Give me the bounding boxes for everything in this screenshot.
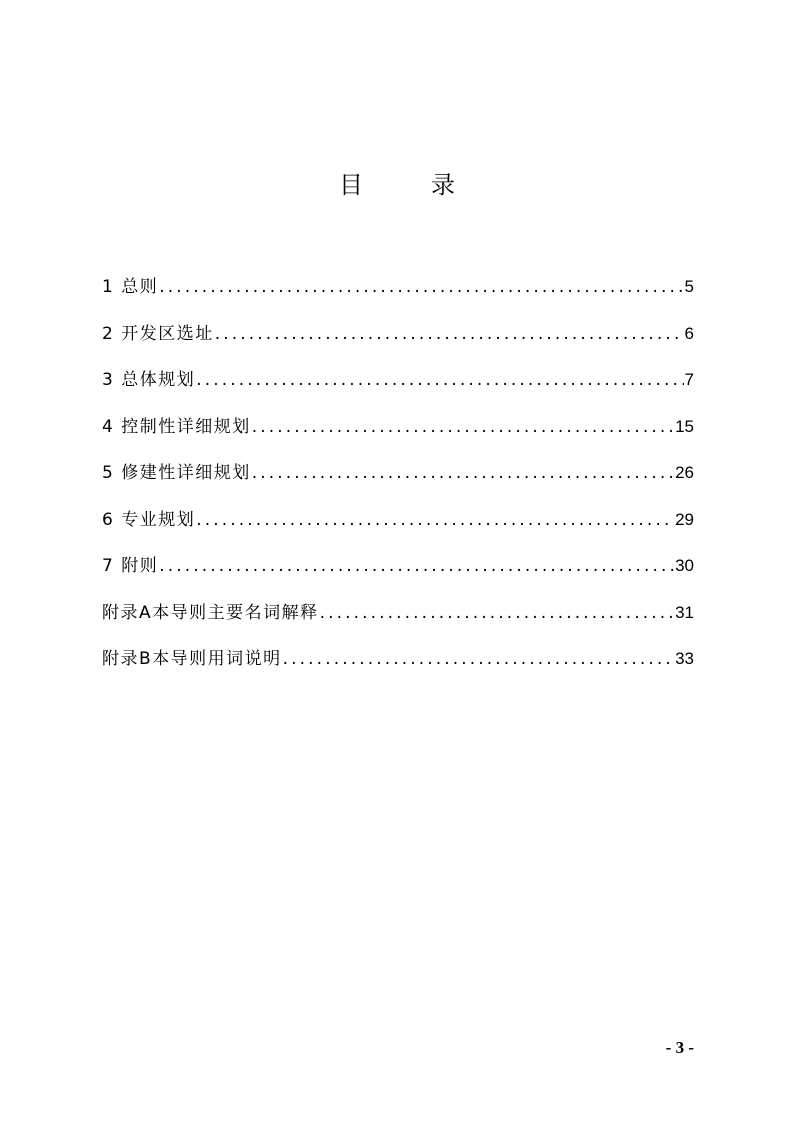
footer-page-number: - 3 -	[665, 1038, 694, 1057]
toc-entry[interactable]	[102, 505, 694, 552]
title-char-2: 录	[431, 171, 455, 199]
toc-entry[interactable]	[102, 412, 694, 459]
toc-entry[interactable]	[102, 458, 694, 505]
toc-dot-leader	[320, 603, 674, 623]
toc-entry-label: 附录A本导则主要名词解释	[102, 602, 319, 623]
toc-entry[interactable]	[102, 365, 694, 412]
toc-entry-label: 7 附则	[102, 556, 159, 576]
toc-entry[interactable]	[102, 319, 694, 366]
toc-entry-page: 31	[675, 602, 694, 622]
toc-dot-leader	[159, 277, 683, 297]
toc-dot-leader	[196, 370, 683, 390]
toc-entry-label: 3 总体规划	[102, 370, 196, 390]
toc-entry[interactable]	[102, 598, 694, 645]
title-char-1: 目	[339, 171, 363, 199]
toc-entry-label: 2 开发区选址	[102, 323, 214, 344]
toc-entry-page: 5	[684, 277, 694, 296]
page-title	[0, 165, 794, 200]
table-of-contents	[102, 272, 694, 691]
toc-entry[interactable]	[102, 551, 694, 598]
toc-entry-page: 29	[675, 509, 694, 529]
toc-entry-page: 7	[684, 370, 694, 389]
toc-entry[interactable]	[102, 644, 694, 691]
toc-dot-leader	[196, 510, 674, 530]
toc-dot-leader	[252, 417, 674, 437]
toc-dot-leader	[215, 324, 684, 344]
toc-entry-page: 26	[675, 463, 694, 482]
toc-entry-page: 15	[675, 416, 694, 436]
toc-entry[interactable]	[102, 272, 694, 319]
toc-entry-label: 1 总则	[102, 277, 159, 297]
toc-entry-label: 5 修建性详细规划	[102, 463, 251, 483]
toc-entry-page: 30	[675, 556, 694, 575]
toc-entry-label: 附录B本导则用词说明	[102, 649, 282, 669]
toc-entry-label: 6 专业规划	[102, 509, 196, 530]
toc-entry-page: 6	[684, 323, 694, 343]
toc-entry-page: 33	[675, 649, 694, 668]
toc-dot-leader	[283, 649, 674, 669]
toc-dot-leader	[252, 463, 674, 483]
toc-entry-label: 4 控制性详细规划	[102, 416, 251, 437]
toc-dot-leader	[159, 556, 674, 576]
